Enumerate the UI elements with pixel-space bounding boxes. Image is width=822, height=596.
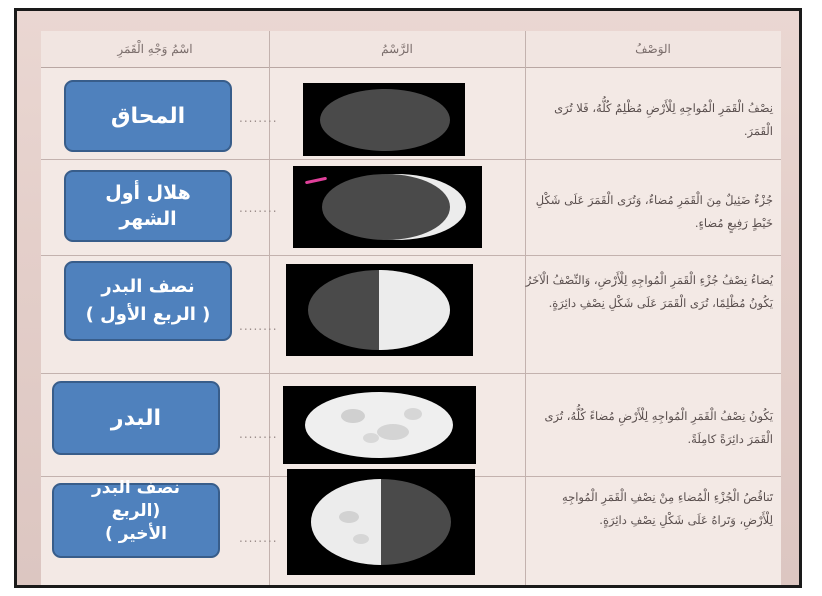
- moon-drawing-last-quarter: [287, 469, 475, 575]
- moon-crater: [341, 409, 365, 423]
- answer-text: البدر: [110, 405, 162, 431]
- answer-text: ( الربع الأول ): [85, 304, 211, 325]
- header-description: الوَصْفُ: [635, 42, 671, 56]
- answer-dots: ........: [239, 201, 278, 215]
- row-description: يُضاءُ نِصْفُ جُزْءِ الْقَمَرِ الْمُواجِهِ لِلْأَرْضِ، وَالنِّصْفُ الْآخَرُ يَكُونُ مُظْلِمًا، تُرَى الْقَمَرَ عَلَى شَكْلِ نِصْفِ دائِرَةٍ.: [525, 273, 773, 310]
- row-description: يَكُونُ نِصْفُ الْقَمَرِ الْمُواجِهِ لِلْأَرْضِ مُضاءً كُلُّهُ، تُرَى الْقَمَرَ دائِرَةً كامِلَةً.: [544, 409, 773, 446]
- answer-text: المحاق: [110, 103, 186, 129]
- answer-box-full-moon: [52, 381, 220, 455]
- row-divider: [41, 159, 781, 160]
- header-moon-phase-name: اسْمُ وَجْهِ الْقَمَرِ: [117, 42, 193, 56]
- answer-text: الأخير ): [105, 524, 167, 544]
- table-header: [41, 31, 781, 68]
- moon-crater: [377, 424, 409, 440]
- row-divider: [41, 255, 781, 256]
- moon-lit-disk: [305, 392, 453, 458]
- answer-text: هلال أول: [105, 182, 191, 204]
- answer-box-waxing-crescent: [64, 170, 232, 242]
- answer-box-new-moon: [64, 80, 232, 152]
- row-description: جُزْءٌ ضَئِيلٌ مِنَ الْقَمَرِ مُضاءٌ، وَتُرَى الْقَمَرَ عَلَى شَكْلِ خَيْطٍ رَفِيعٍ مُضاءٍ.: [535, 193, 773, 230]
- moon-crater: [404, 408, 422, 420]
- header-drawing: الرَّسْمُ: [381, 42, 413, 56]
- moon-drawing-full-moon: [283, 386, 476, 464]
- moon-crater: [339, 511, 359, 523]
- row-divider: [41, 373, 781, 374]
- answer-box-last-quarter: [52, 478, 220, 558]
- moon-crater: [353, 534, 369, 544]
- answer-text: الشهر: [119, 208, 177, 230]
- answer-dots: ........: [239, 319, 278, 333]
- answer-text: نصف البدر: [101, 276, 195, 297]
- moon-drawing-first-quarter: [286, 264, 473, 356]
- moon-dark-disk: [322, 174, 450, 240]
- answer-dots: ........: [239, 427, 278, 441]
- answer-dots: ........: [239, 531, 278, 545]
- answer-text: نصف البدر: [91, 478, 181, 498]
- page-bottom-cut-text: [47, 579, 787, 588]
- answer-dots: ........: [239, 111, 278, 125]
- row-description: تَناقُصُ الْجُزْءِ الْمُضاءِ مِنْ نِصْفِ الْقَمَرِ الْمُواجِهِ لِلْأَرْضِ، وَتَراهُ عَلَى شَكْلِ نِصْفِ دائِرَةٍ.: [561, 490, 773, 527]
- moon-dark-disk: [320, 89, 450, 151]
- answer-box-first-quarter: [64, 261, 232, 341]
- row-description: نِصْفُ الْقَمَرِ الْمُواجِهِ لِلْأَرْضِ مُظْلِمٌ كُلُّهُ، فَلا تُرَى الْقَمَرَ.: [554, 101, 773, 138]
- moon-lit-half: [379, 270, 450, 350]
- moon-crater: [363, 433, 379, 443]
- answer-text: (الربع: [111, 501, 161, 521]
- moon-drawing-new-moon: [303, 83, 465, 156]
